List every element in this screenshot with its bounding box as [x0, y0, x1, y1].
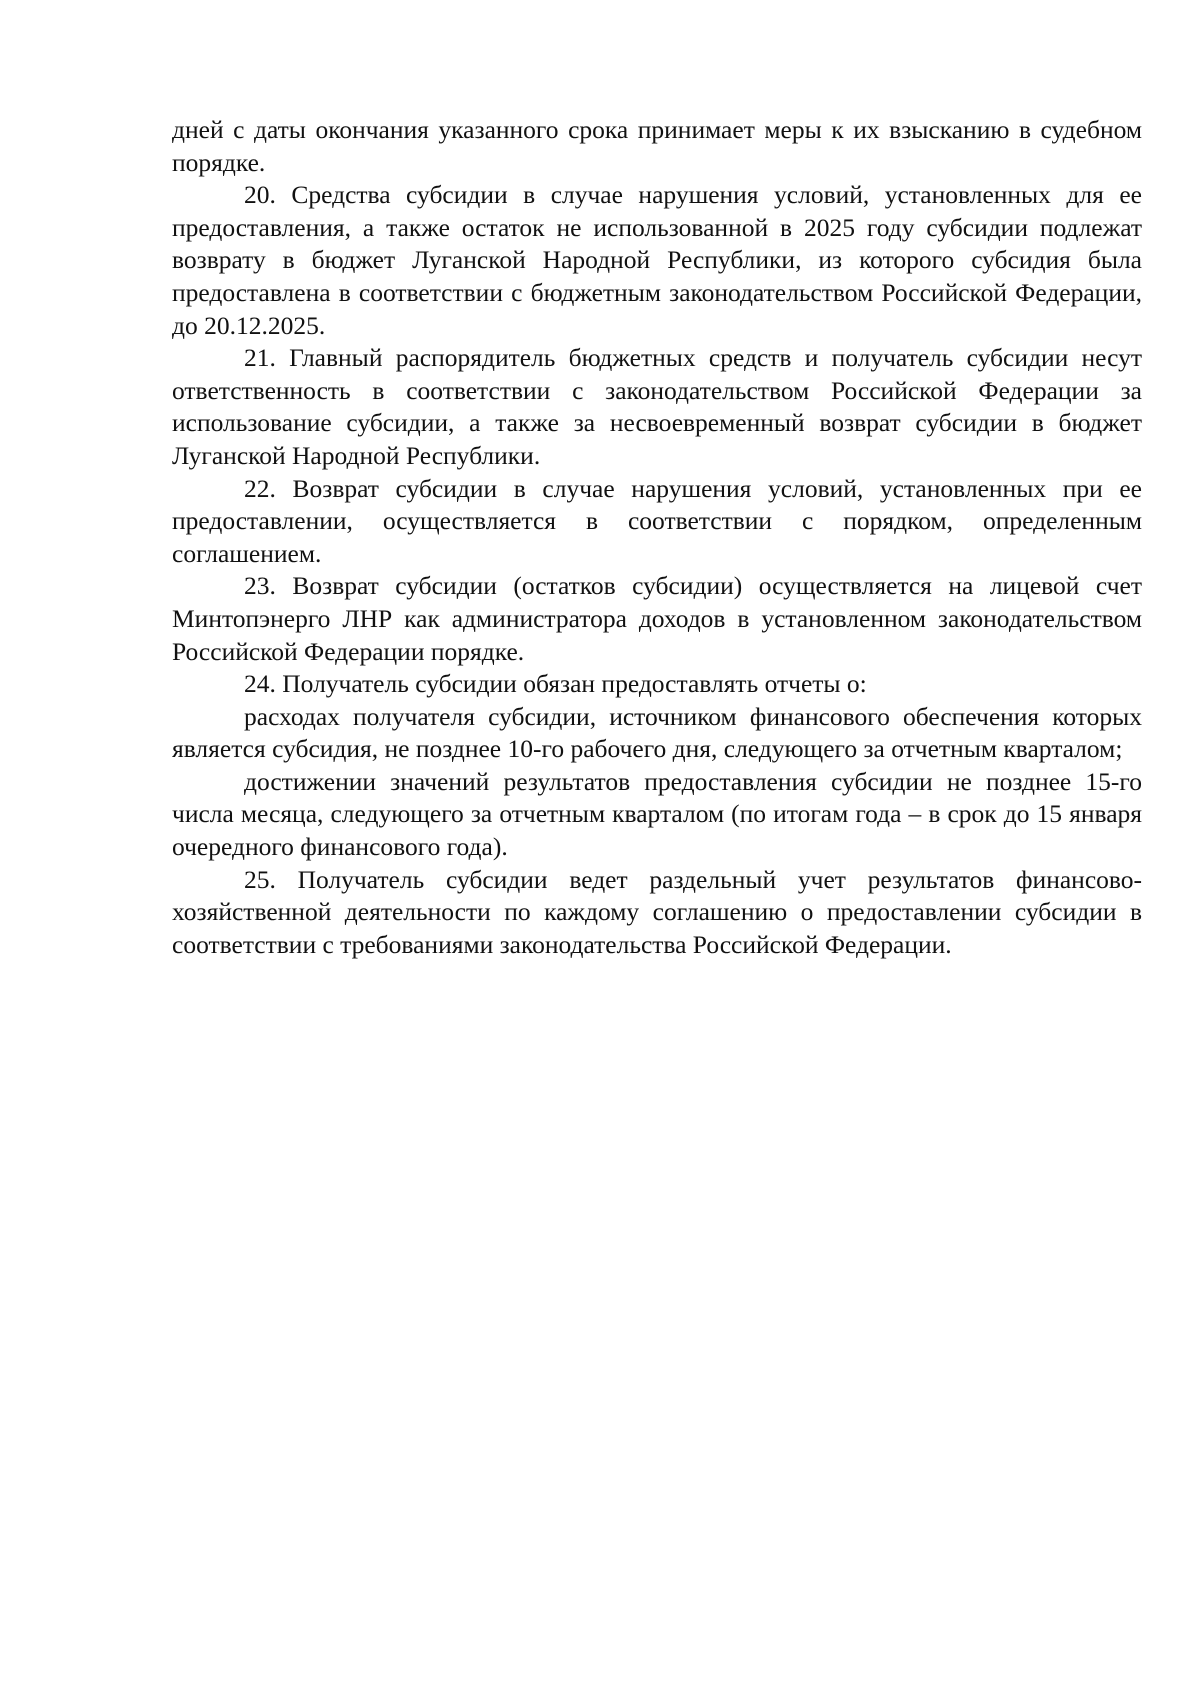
paragraph-continuation: дней с даты окончания указанного срока принимает меры к их взысканию в судебном порядке.: [172, 115, 1142, 177]
paragraph-23: 23. Возврат субсидии (остатков субсидии) осуществляется на лицевой счет Минтопэнерго ЛНР как администратора доходов в установленном законодательством Российской Федерации порядке.: [172, 571, 1142, 666]
paragraph-21: 21. Главный распорядитель бюджетных средств и получатель субсидии несут ответственность в соответствии с законодательством Российской Федерации за использование субсидии, а также за несвоевременный возврат субсидии в бюджет Луганской Народной Республики.: [172, 343, 1142, 470]
document-body: [172, 114, 1142, 961]
paragraph-24: 24. Получатель субсидии обязан предоставлять отчеты о:: [244, 669, 867, 699]
paragraph-24-results: достижении значений результатов предоставления субсидии не позднее 15-го числа месяца, следующего за отчетным кварталом (по итогам года – в срок до 15 января очередного финансового года).: [172, 766, 1142, 862]
paragraph-25: 25. Получатель субсидии ведет раздельный учет результатов финансово-хозяйственной деятельности по каждому соглашению о предоставлении субсидии в соответствии с требованиями законодательства Российской Федерации.: [172, 864, 1142, 959]
paragraph-24-expenses: расходах получателя субсидии, источником финансового обеспечения которых является субсидия, не позднее 10-го рабочего дня, следующего за отчетным кварталом;: [172, 701, 1142, 764]
paragraph-20: 20. Средства субсидии в случае нарушения условий, установленных для ее предоставления, а также остаток не использованной в 2025 году субсидии подлежат возврату в бюджет Луганской Народной Республики, из которого субсидия была предоставлена в соответствии с бюджетным законодательством Российской Федерации, до 20.12.2025.: [172, 180, 1142, 340]
paragraph-22: 22. Возврат субсидии в случае нарушения условий, установленных при ее предоставлении, осуществляется в соответствии с порядком, определенным соглашением.: [172, 473, 1142, 568]
